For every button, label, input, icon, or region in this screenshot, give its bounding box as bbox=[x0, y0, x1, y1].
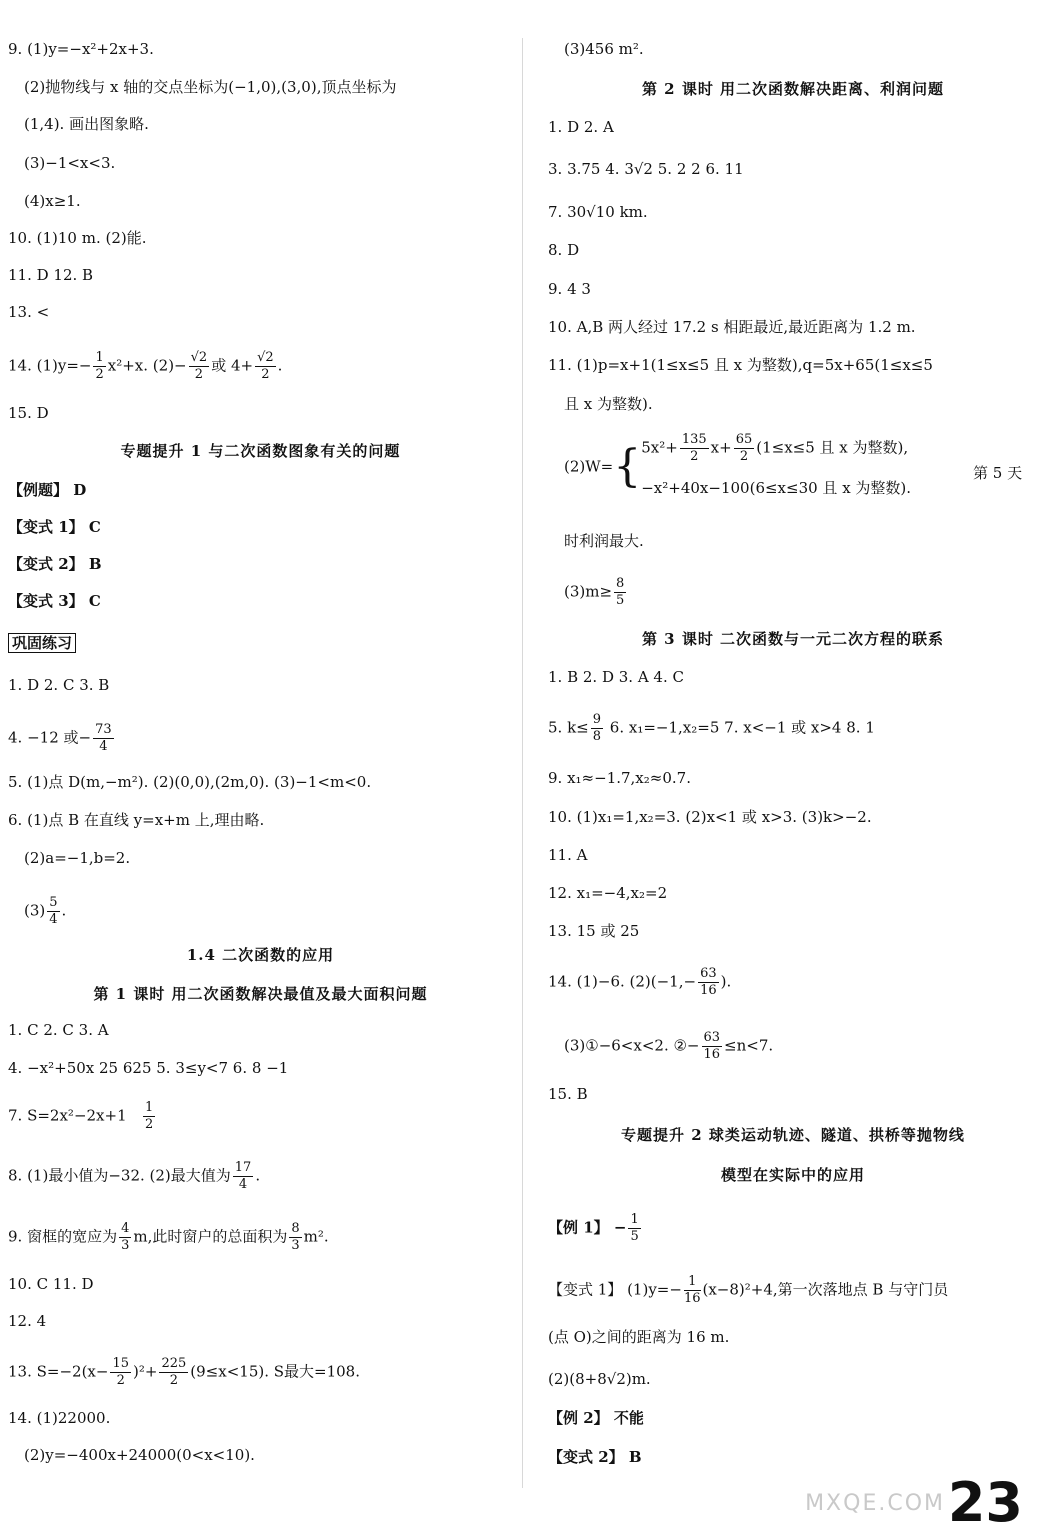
fraction: $\frac{73}{4}$ bbox=[95, 722, 112, 754]
answer-line: (2)y=−400x+24000(0<x<10). bbox=[24, 1446, 255, 1464]
answer-line: 1. D 2. C 3. B bbox=[8, 676, 110, 694]
answer-line: 13. 15 或 25 bbox=[548, 922, 640, 940]
boxed-label: 巩固练习 bbox=[8, 632, 76, 654]
text: (x−8)²+4,第一次落地点 B 与守门员 bbox=[702, 1280, 949, 1299]
answer-line bbox=[8, 350, 282, 383]
text: . bbox=[277, 356, 283, 375]
answer-line: (2)抛物线与 x 轴的交点坐标为(−1,0),(3,0),顶点坐标为 bbox=[24, 78, 397, 96]
answer-line: 10. (1)x₁=1,x₂=3. (2)x<1 或 x>3. (3)k>−2. bbox=[548, 808, 872, 826]
answer-line bbox=[548, 712, 875, 745]
fraction: $\frac{1}{5}$ bbox=[630, 1212, 639, 1244]
section-heading: 第 3 课时 二次函数与一元二次方程的联系 bbox=[641, 630, 945, 648]
answer-line: 11. A bbox=[548, 846, 588, 864]
text: 6. x₁=−1,x₂=5 7. x<−1 或 x>4 8. 1 bbox=[605, 718, 875, 737]
answer-line: 5. (1)点 D(m,−m²). (2)(0,0),(2m,0). (3)−1<m<0. bbox=[8, 773, 372, 791]
text: m². bbox=[303, 1227, 329, 1246]
answer-line: 9. 4 3 bbox=[548, 280, 591, 298]
fraction: $\frac{17}{4}$ bbox=[234, 1160, 252, 1192]
answer-line: 8. (1)最小值为−32. (2)最大值为 $\frac{17}{4}$ . bbox=[8, 1160, 261, 1192]
answer-line bbox=[548, 1274, 948, 1307]
text: ). bbox=[720, 972, 732, 991]
answer-line: 13. < bbox=[8, 303, 50, 321]
answer-line bbox=[8, 1356, 360, 1389]
answer-line bbox=[564, 1030, 773, 1063]
text: x²+x. (2)− bbox=[107, 356, 187, 375]
fraction: $\frac{15}{2}$ bbox=[112, 1356, 130, 1388]
text: (9≤x<15). S最大=108. bbox=[190, 1362, 360, 1381]
brace: { bbox=[613, 440, 642, 492]
text: 【变式 1】 (1)y=− bbox=[548, 1280, 682, 1299]
text: 9. 窗框的宽应为 bbox=[8, 1227, 118, 1246]
answer-line: 8. D bbox=[548, 241, 580, 259]
text: (3) bbox=[24, 901, 46, 920]
answer-line: 【例 2】 不能 bbox=[548, 1409, 644, 1427]
page-number: 23 bbox=[947, 1471, 1023, 1534]
section-heading: 1.4 二次函数的应用 bbox=[186, 946, 335, 964]
answer-line bbox=[8, 1221, 329, 1254]
text: m,此时窗户的总面积为 bbox=[133, 1227, 288, 1246]
fraction: $\frac{8}{3}$ bbox=[291, 1221, 300, 1253]
answer-line: 且 x 为整数). bbox=[564, 395, 653, 413]
fraction: $\frac{√2}{2}$ bbox=[257, 350, 274, 382]
answer-line: 7. 30√10 km. bbox=[548, 203, 648, 221]
text: 13. S=−2(x− bbox=[8, 1362, 109, 1381]
answer-line: (3) $\frac{5}{4}$ . bbox=[24, 895, 67, 927]
fraction: $\frac{1}{2}$ bbox=[95, 350, 104, 382]
section-heading: 第 2 课时 用二次函数解决距离、利润问题 bbox=[641, 80, 945, 98]
fraction: $\frac{4}{3}$ bbox=[121, 1221, 130, 1253]
column-divider bbox=[522, 38, 523, 1488]
section-heading: 专题提升 1 与二次函数图象有关的问题 bbox=[120, 442, 401, 460]
watermark: MXQE.COM bbox=[805, 1491, 945, 1516]
fraction: $\frac{5}{4}$ bbox=[49, 895, 58, 927]
answer-line: 3. 3.75 4. 3√2 5. 2 2 6. 11 bbox=[548, 160, 744, 178]
fraction: $\frac{225}{2}$ bbox=[161, 1356, 187, 1388]
answer-line: 【变式 2】 B bbox=[8, 555, 102, 573]
text: (3)m≥ bbox=[564, 582, 613, 601]
answer-line: 12. x₁=−4,x₂=2 bbox=[548, 884, 668, 902]
answer-line: 15. D bbox=[8, 404, 49, 422]
answer-line bbox=[8, 722, 116, 755]
answer-line bbox=[8, 1100, 157, 1133]
answer-line bbox=[548, 1212, 643, 1245]
section-heading: 专题提升 2 球类运动轨迹、隧道、拱桥等抛物线 bbox=[621, 1126, 965, 1144]
section-heading: 模型在实际中的应用 bbox=[720, 1166, 865, 1184]
answer-line: 4. −x²+50x 25 625 5. 3≤y<7 6. 8 −1 bbox=[8, 1059, 289, 1077]
answer-line: (3)−1<x<3. bbox=[24, 154, 116, 172]
answer-line bbox=[564, 576, 628, 609]
answer-line: 12. 4 bbox=[8, 1312, 47, 1330]
answer-line: (2)a=−1,b=2. bbox=[24, 849, 131, 867]
answer-line: 10. (1)10 m. (2)能. bbox=[8, 229, 147, 247]
answer-line: 第 5 天 bbox=[973, 464, 1023, 482]
answer-line: (1,4). 画出图象略. bbox=[24, 115, 149, 133]
answer-line: 15. B bbox=[548, 1085, 588, 1103]
answer-line: 11. D 12. B bbox=[8, 266, 94, 284]
text: 或 4+ bbox=[211, 356, 254, 375]
section-heading: 第 1 课时 用二次函数解决最值及最大面积问题 bbox=[93, 985, 428, 1003]
answer-line: 时利润最大. bbox=[564, 532, 644, 550]
fraction: $\frac{63}{16}$ bbox=[703, 1030, 721, 1062]
answer-line: 1. C 2. C 3. A bbox=[8, 1021, 109, 1039]
answer-line: (2)(8+8√2)m. bbox=[548, 1370, 651, 1388]
fraction: $\frac{9}{8}$ bbox=[592, 712, 602, 744]
answer-line: (点 O)之间的距离为 16 m. bbox=[548, 1328, 730, 1346]
text: 7. S=2x²−2x+1 bbox=[8, 1106, 127, 1125]
text: 14. (1)−6. (2)(−1,− bbox=[548, 972, 697, 991]
text: (2)W= bbox=[564, 457, 614, 476]
answer-line: 【变式 3】 C bbox=[8, 592, 101, 610]
answer-line: 14. (1)22000. bbox=[8, 1409, 111, 1427]
text: 8. (1)最小值为−32. (2)最大值为 bbox=[8, 1166, 231, 1185]
fraction: $\frac{8}{5}$ bbox=[616, 576, 625, 608]
cases: 5x²+ $\frac{135}{2}$ x+ $\frac{65}{2}$ (1≤x≤5 且 x 为整数), −x²+40x−100(6≤x≤30 且 x 为整数). bbox=[641, 432, 912, 497]
answer-line: (3)456 m². bbox=[564, 40, 644, 58]
answer-line bbox=[548, 966, 731, 999]
fraction: $\frac{63}{16}$ bbox=[700, 966, 717, 998]
answer-line: 10. C 11. D bbox=[8, 1275, 94, 1293]
answer-line: 9. x₁≈−1.7,x₂≈0.7. bbox=[548, 769, 691, 787]
text: 5. k≤ bbox=[548, 718, 589, 737]
answer-line: 6. (1)点 B 在直线 y=x+m 上,理由略. bbox=[8, 811, 265, 829]
text: 14. (1)y=− bbox=[8, 356, 92, 375]
text: 4. −12 或− bbox=[8, 728, 92, 747]
answer-line: 1. D 2. A bbox=[548, 118, 614, 136]
text: )²+ bbox=[133, 1362, 158, 1381]
fraction: $\frac{√2}{2}$ bbox=[190, 350, 208, 382]
answer-line: 【变式 2】 B bbox=[548, 1448, 642, 1466]
answer-line: 【例题】 D bbox=[8, 481, 87, 499]
answer-line: (4)x≥1. bbox=[24, 192, 81, 210]
fraction: $\frac{1}{2}$ bbox=[144, 1100, 154, 1132]
answer-line: 1. B 2. D 3. A 4. C bbox=[548, 668, 684, 686]
answer-line: 11. (1)p=x+1(1≤x≤5 且 x 为整数),q=5x+65(1≤x≤5 bbox=[548, 356, 933, 374]
text: ≤n<7. bbox=[724, 1036, 774, 1055]
piecewise-function bbox=[564, 432, 911, 501]
answer-line: 10. A,B 两人经过 17.2 s 相距最近,最近距离为 1.2 m. bbox=[548, 318, 916, 336]
answer-line: 【变式 1】 C bbox=[8, 518, 101, 536]
answer-line: 9. (1)y=−x²+2x+3. bbox=[8, 40, 154, 58]
text: 【例 1】 − bbox=[548, 1218, 627, 1237]
text: (3)①−6<x<2. ②− bbox=[564, 1036, 700, 1055]
fraction: $\frac{1}{16}$ bbox=[683, 1274, 701, 1306]
